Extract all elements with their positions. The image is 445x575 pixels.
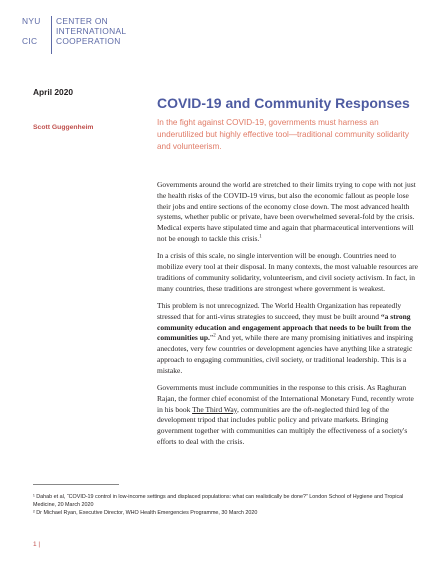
paragraph-1-text: Governments around the world are stretched to their limits trying to cope with not just the health risks of the COVID-19 virus, but also the economic fallout as people lose their jobs and entire sections of the economy close down. The most advanced health systems, whether public or private, have been overwhelmed several-fold by the crisis. Medical experts have stipulated time and again that pharmaceutical interventions will not be enough to tackle this crisis. (157, 180, 416, 243)
author-name: Scott Guggenheim (33, 124, 94, 131)
footnote-rule (33, 484, 119, 485)
paragraph-4-text-b: , communities are the oft-neglected third leg of the development tripod that includes public policy and private markets. Bringing government together with communities can multiply the effectiveness of a society's efforts to deal with the crisis. (157, 404, 408, 447)
logo-wordmark-right (56, 16, 126, 46)
footnote-ref-2: 2 (213, 333, 216, 339)
publication-date: April 2020 (33, 87, 74, 97)
logo-cic: CIC (22, 36, 38, 46)
who-quote-end: ” (209, 333, 214, 343)
logo-line-1: CENTER ON (56, 16, 109, 26)
logo-nyu: NYU (22, 16, 41, 26)
footnote-2: ² Dr Michael Ryan, Executive Director, WHO Health Emergencies Programme, 30 March 2020 (33, 510, 258, 517)
paragraph-3-text-a: This problem is not unrecognized. The World Health Organization has repeatedly stressed that for anti-virus strategies to succeed, they must be built around (157, 300, 402, 321)
paragraph-1 (157, 180, 421, 245)
page-number: 1 | (33, 541, 41, 548)
footnote-1: ¹ Dahab et al, “COVID-19 control in low-income settings and displaced populations: what can realistically be done?” London School of Hygiene and Tropical Medicine, 20 March 2020 (33, 494, 404, 508)
nyu-cic-logo (22, 16, 222, 56)
paragraph-2: In a crisis of this scale, no single intervention will be enough. Countries need to mobilize every tool at their disposal. In many contexts, the most valuable resources are traditions of community solidarity, volunteerism, and civil society activism. In fact, in many countries, these traditions are strongest where government is weakest. (157, 251, 418, 293)
logo-divider (51, 16, 52, 54)
body-text (157, 180, 421, 454)
page-title: COVID-19 and Community Responses (157, 95, 410, 111)
logo-line-2: INTERNATIONAL (56, 26, 127, 36)
logo-line-3: COOPERATION (56, 36, 121, 46)
footnotes (33, 494, 418, 519)
paragraph-3-text-b: And yet, while there are many promising initiatives and inspiring anecdotes, very few countries or development agencies have anything like a strategic approach to engaging communities, civil society, or traditional leadership. This is a mistake. (157, 333, 414, 375)
book-title: The Third Way (192, 404, 237, 414)
who-quote: “a strong community education and engagement approach that needs to be built from the communities up. (157, 311, 412, 343)
paragraph-4 (157, 383, 421, 448)
footnote-ref-1: 1 (259, 234, 262, 240)
logo-wordmark-left (22, 16, 48, 56)
paragraph-4-text-a: Governments must include communities in the response to this crisis. As Raghuran Rajan, the former chief economist of the International Monetary Fund, recently wrote in his book (157, 383, 414, 414)
subtitle: In the fight against COVID-19, governments must harness an underutilized but highly effective tool—traditional community solidarity and volunteerism. (157, 118, 409, 151)
paragraph-3 (157, 301, 421, 377)
